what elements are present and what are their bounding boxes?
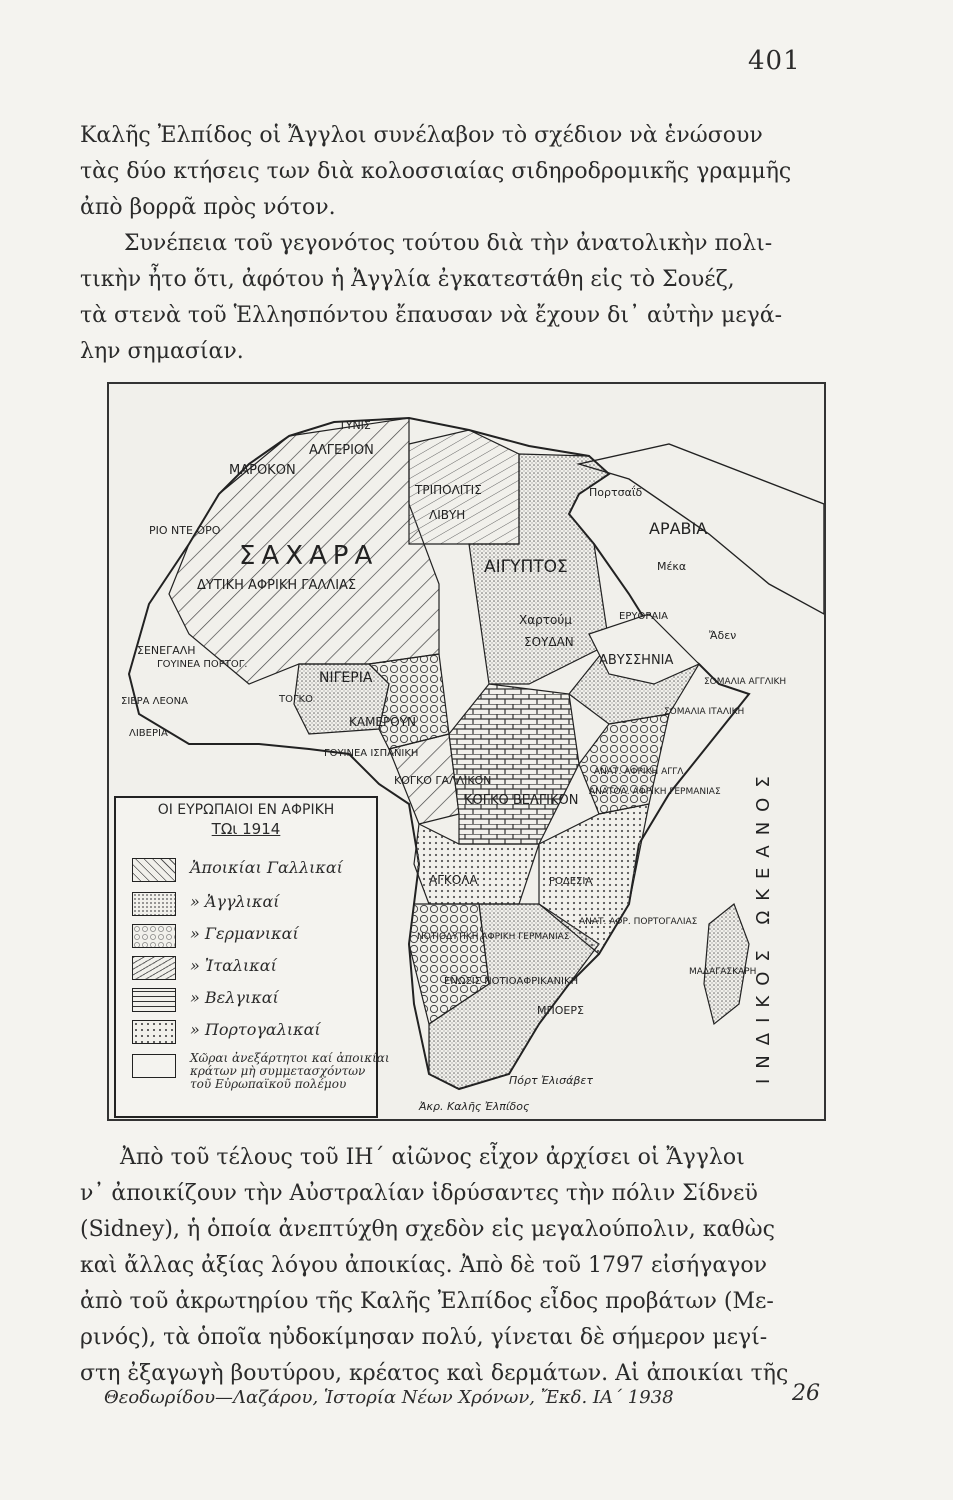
text-line: ρινός), τὰ ὁποῖα ηὐδοκίμησαν πολύ, γίνεται δὲ σήμερον μεγί-	[80, 1325, 768, 1350]
text-line: λην σημασίαν.	[80, 339, 244, 364]
label-aden: Ἄδεν	[709, 629, 737, 642]
legend-label: » Ἀγγλικαί	[190, 892, 280, 911]
label-somalia-it: ΣΟΜΑΛΙΑ ΙΤΑΛΙΚΗ	[664, 707, 745, 717]
paragraph-bottom	[80, 1140, 840, 1392]
label-ocean: ΙΝΔΙΚΟΣ ΩΚΕΑΝΟΣ	[753, 766, 774, 1084]
paragraph-top	[80, 118, 820, 370]
text-line: στη ἐξαγωγὴ βουτύρου, κρέατος καὶ δερμάτων. Αἱ ἀποικίαι τῆς	[80, 1361, 789, 1386]
legend-swatch	[132, 956, 176, 980]
legend-label: » Γερμανικαί	[190, 924, 299, 943]
legend-swatch	[132, 858, 176, 882]
label-liberia: ΛΙΒΕΡΙΑ	[129, 728, 168, 739]
label-rhodesia: ΡΟΔΕΣΙΑ	[549, 876, 593, 887]
label-east-ger: ΑΝΑΤΟΛ. ΑΦΡΙΚΗ ΓΕΡΜΑΝΙΑΣ	[589, 787, 721, 797]
legend-label: » Βελγικαί	[190, 988, 279, 1007]
label-abyssinia: ΑΒΥΣΣΗΝΙΑ	[599, 653, 674, 668]
label-boer: ΜΠΟΕΡΣ	[537, 1004, 584, 1017]
text-line: τικὴν ἦτο ὅτι, ἀφότου ἡ Ἀγγλία ἐγκατεστάθη εἰς τὸ Σουέζ,	[80, 267, 735, 292]
legend-label: Χῶραι ἀνεξάρτητοι καί ἀποικίαι κράτων μὴ συμμετασχόντων τοῦ Εὐρωπαϊκοῦ πολέμου	[190, 1051, 390, 1091]
label-arabia: ΑΡΑΒΙΑ	[649, 519, 708, 538]
label-tunis: ΤΥΝΙΣ	[339, 419, 371, 432]
legend-swatch	[132, 988, 176, 1012]
label-sierra: ΣΙΕΡΑ ΛΕΟΝΑ	[121, 696, 188, 707]
label-egypt: ΑΙΓΥΠΤΟΣ	[484, 557, 568, 577]
label-tripoli: ΤΡΙΠΟΛΙΤΙΣ	[415, 483, 482, 497]
label-east-ang: ΑΝΑΤ. ΑΦΡΙΚΗ ΑΓΓΛ.	[594, 767, 687, 777]
legend-swatch	[132, 1054, 176, 1078]
text-line: Ἀπὸ τοῦ τέλους τοῦ ΙΗ´ αἰῶνος εἶχον ἀρχίσει οἱ Ἄγγλοι	[120, 1145, 745, 1170]
label-mecca: Μέκα	[657, 560, 687, 573]
label-angola: ΑΓΚΟΛΑ	[429, 873, 478, 887]
footer-number: 26	[792, 1381, 820, 1406]
footer-text: Θεοδωρίδου—Λαζάρου, Ἱστορία Νέων Χρόνων, Ἔκδ. ΙΑ´ 1938	[104, 1387, 674, 1408]
label-east-port: ΑΝΑΤ. ΑΦΡ. ΠΟΡΤΟΓΑΛΙΑΣ	[579, 917, 698, 927]
label-kamerun: ΚΑΜΕΡΟΥΝ	[349, 715, 417, 729]
legend-year: ΤΩι 1914	[211, 820, 281, 838]
label-togo: ΤΟΓΚΟ	[279, 694, 313, 705]
text-line: τὰς δύο κτήσεις των διὰ κολοσσιαίας σιδηροδρομικῆς γραμμῆς	[80, 159, 792, 184]
label-west-africa: ΔΥΤΙΚΗ ΑΦΡΙΚΗ ΓΑΛΛΙΑΣ	[197, 578, 357, 593]
label-sudan: ΣΟΥΔΑΝ	[524, 635, 574, 649]
label-libya: ΛΙΒΥΗ	[429, 508, 466, 522]
label-congo-be: ΚΟΓΚΟ ΒΕΛΓΙΚΟΝ	[464, 793, 579, 808]
label-guinea-port: ΓΟΥΙΝΕΑ ΠΟΡΤΟΓ.	[157, 659, 248, 670]
label-somalia-ang: ΣΟΜΑΛΙΑ ΑΓΓΛΙΚΗ	[704, 677, 787, 687]
label-eritrea: ΕΡΥΘΡΑΙΑ	[619, 611, 668, 622]
map-legend	[114, 796, 390, 1118]
legend-title: ΟΙ ΕΥΡΩΠΑΙΟΙ ΕΝ ΑΦΡΙΚΗ	[157, 802, 335, 818]
text-line: καὶ ἄλλας ἀξίας λόγου ἀποικίας. Ἀπὸ δὲ τοῦ 1797 εἰσήγαγον	[80, 1253, 767, 1278]
text-line: Συνέπεια τοῦ γεγονότος τούτου διὰ τὴν ἀνατολικὴν πολι-	[124, 231, 773, 256]
label-guinea-span: ΓΟΥΙΝΕΑ ΙΣΠΑΝΙΚΗ	[324, 748, 419, 759]
label-algeria: ΑΛΓΕΡΙΟΝ	[309, 443, 374, 458]
label-sahara: ΣΑΧΑΡΑ	[239, 541, 379, 571]
text-line: (Sidney), ἡ ὁποία ἀνεπτύχθη σχεδὸν εἰς μεγαλούπολιν, καθὼς	[80, 1217, 775, 1242]
label-rio: ΡΙΟ ΝΤΕ ΟΡΟ	[149, 524, 221, 537]
text-line: Καλῆς Ἐλπίδος οἱ Ἄγγλοι συνέλαβον τὸ σχέδιον νὰ ἑνώσουν	[80, 123, 763, 148]
text-line: ἀπὸ τοῦ ἀκρωτηρίου τῆς Καλῆς Ἐλπίδος εἶδος προβάτων (Με-	[80, 1289, 774, 1314]
label-union: ΕΝΩΣΙΣ ΝΟΤΙΟΑΦΡΙΚΑΝΙΚΗ	[444, 976, 579, 987]
label-port-eliz: Πόρτ Ἐλισάβετ	[509, 1074, 593, 1087]
page-number: 401	[748, 46, 801, 76]
text-line: ν᾽ ἀποικίζουν τὴν Αὐστραλίαν ἱδρύσαντες τὴν πόλιν Σίδνεϋ	[80, 1181, 758, 1206]
label-madagascar: ΜΑΔΑΓΑΣΚΑΡΗ	[689, 967, 757, 977]
label-congo-fr: ΚΟΓΚΟ ΓΑΛΛΙΚΟΝ	[394, 774, 492, 787]
label-southwest: ΝΟΤΙΟΔΥΤΙΚΗ ΑΦΡΙΚΗ ΓΕΡΜΑΝΙΑΣ	[417, 932, 570, 942]
label-morocco: ΜΑΡΟΚΟΝ	[229, 463, 296, 478]
label-khartoum: Χαρτούμ	[519, 613, 572, 627]
text-line: τὰ στενὰ τοῦ Ἑλλησπόντου ἔπαυσαν νὰ ἔχουν δι᾽ αὐτὴν μεγά-	[80, 303, 783, 328]
label-senegal: ΣΕΝΕΓΑΛΗ	[137, 644, 196, 657]
legend-swatch	[132, 892, 176, 916]
footer	[104, 1381, 820, 1408]
label-port-said: Πορτσαΐδ	[589, 486, 643, 499]
legend-swatch	[132, 924, 176, 948]
legend-label: Ἀποικίαι Γαλλικαί	[190, 858, 343, 877]
label-cape: Ἀκρ. Καλῆς Ἐλπίδος	[419, 1100, 530, 1113]
legend-label: » Ἰταλικαί	[190, 956, 277, 975]
label-nigeria: ΝΙΓΕΡΙΑ	[319, 670, 373, 686]
text-line: ἀπὸ βορρᾶ πρὸς νότον.	[80, 195, 336, 220]
legend-label: » Πορτογαλικαί	[190, 1020, 321, 1039]
legend-swatch	[132, 1020, 176, 1044]
